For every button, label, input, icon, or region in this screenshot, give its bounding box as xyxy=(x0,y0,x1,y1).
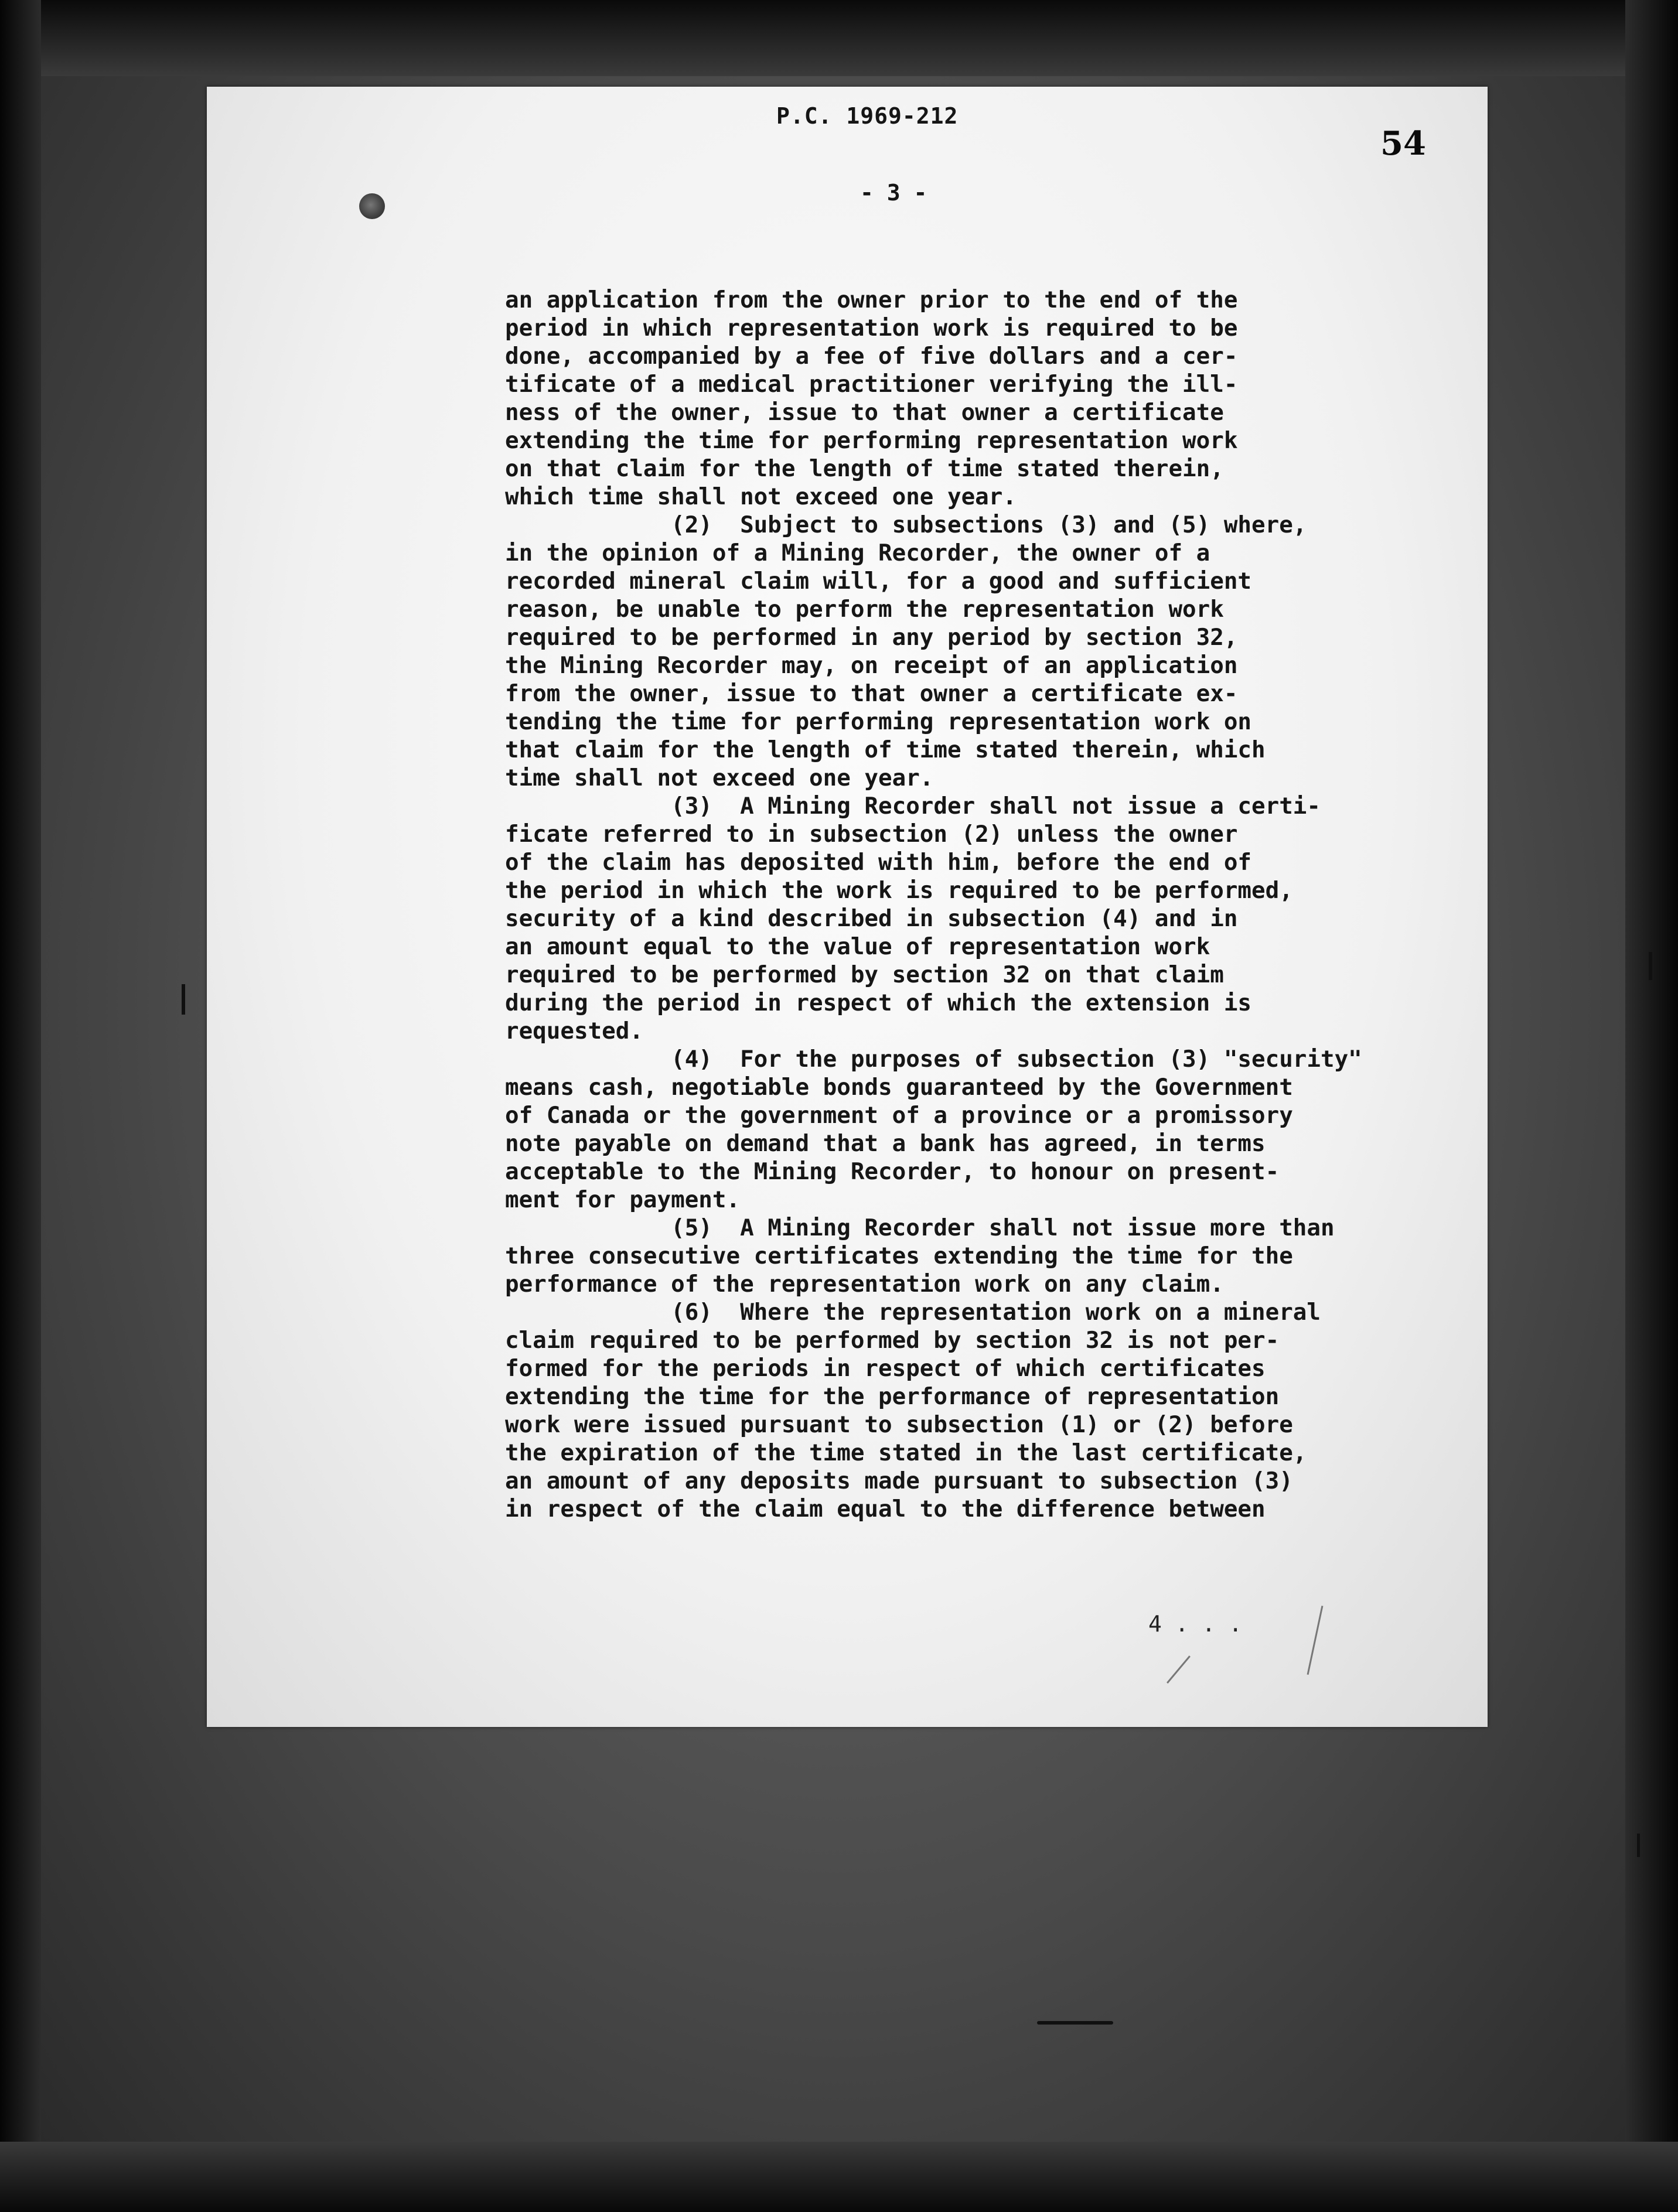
body-line: the period in which the work is required to be performed, xyxy=(505,878,1293,904)
body-line: from the owner, issue to that owner a certificate ex- xyxy=(505,681,1238,707)
body-line: means cash, negotiable bonds guaranteed by the Government xyxy=(505,1074,1293,1101)
page-sequence-number: - 3 - xyxy=(860,180,927,206)
punch-hole xyxy=(359,193,385,219)
document-reference: P.C. 1969-212 xyxy=(776,103,959,129)
body-line: time shall not exceed one year. xyxy=(505,765,934,791)
body-line: three consecutive certificates extending the time for the xyxy=(505,1243,1293,1269)
body-line: in respect of the claim equal to the difference between xyxy=(505,1496,1266,1523)
body-line: reason, be unable to perform the representation work xyxy=(505,596,1224,623)
film-border-right xyxy=(1625,0,1678,2212)
margin-mark-right-lower xyxy=(1637,1834,1640,1857)
body-line: tificate of a medical practitioner verifying the ill- xyxy=(505,371,1238,398)
film-border-top xyxy=(0,0,1678,76)
film-border-bottom xyxy=(0,2142,1678,2212)
body-line: tending the time for performing representation work on xyxy=(505,709,1252,735)
body-line: claim required to be performed by section 32 is not per- xyxy=(505,1327,1280,1354)
film-border-left xyxy=(0,0,41,2212)
body-line: ficate referred to in subsection (2) unless the owner xyxy=(505,821,1238,848)
body-line: acceptable to the Mining Recorder, to honour on present- xyxy=(505,1159,1280,1185)
margin-mark-left xyxy=(182,984,185,1015)
page-number: 54 xyxy=(1380,124,1426,163)
body-line: that claim for the length of time stated therein, which xyxy=(505,737,1266,763)
body-line: note payable on demand that a bank has agreed, in terms xyxy=(505,1131,1266,1157)
body-line: extending the time for performing representation work xyxy=(505,428,1238,454)
body-line: extending the time for the performance of representation xyxy=(505,1384,1280,1410)
body-line: an amount of any deposits made pursuant to subsection (3) xyxy=(505,1468,1293,1494)
body-line: in the opinion of a Mining Recorder, the owner of a xyxy=(505,540,1210,566)
body-line: security of a kind described in subsection (4) and in xyxy=(505,906,1238,932)
body-line: which time shall not exceed one year. xyxy=(505,484,1017,510)
body-line: on that claim for the length of time stated therein, xyxy=(505,456,1224,482)
body-line: ness of the owner, issue to that owner a certificate xyxy=(505,400,1224,426)
body-line: ment for payment. xyxy=(505,1187,741,1213)
body-line: an amount equal to the value of representation work xyxy=(505,934,1210,960)
body-line: required to be performed by section 32 on that claim xyxy=(505,962,1224,988)
body-line: work were issued pursuant to subsection (1) or (2) before xyxy=(505,1412,1293,1438)
body-line: the expiration of the time stated in the last certificate, xyxy=(505,1440,1307,1466)
body-line: (2) Subject to subsections (3) and (5) where, xyxy=(505,512,1307,538)
body-line: during the period in respect of which the extension is xyxy=(505,990,1252,1016)
body-line: (6) Where the representation work on a mineral xyxy=(505,1299,1321,1326)
bottom-dash-mark xyxy=(1037,2021,1113,2025)
body-line: of Canada or the government of a province or a promissory xyxy=(505,1102,1293,1129)
body-line: done, accompanied by a fee of five dollars and a cer- xyxy=(505,343,1238,370)
body-line: (5) A Mining Recorder shall not issue more than xyxy=(505,1215,1335,1241)
body-text xyxy=(505,286,1366,1524)
body-line: the Mining Recorder may, on receipt of an application xyxy=(505,653,1238,679)
body-line: formed for the periods in respect of which certificates xyxy=(505,1356,1266,1382)
body-line: required to be performed in any period by section 32, xyxy=(505,624,1238,651)
body-line: recorded mineral claim will, for a good and sufficient xyxy=(505,568,1252,595)
continuation-marker: 4 . . . xyxy=(1148,1611,1243,1637)
body-line: requested. xyxy=(505,1018,643,1044)
body-line: of the claim has deposited with him, before the end of xyxy=(505,849,1252,876)
body-line: (4) For the purposes of subsection (3) "security" xyxy=(505,1046,1362,1073)
body-line: an application from the owner prior to the end of the xyxy=(505,287,1238,313)
body-line: period in which representation work is required to be xyxy=(505,315,1238,342)
body-line: (3) A Mining Recorder shall not issue a certi- xyxy=(505,793,1321,820)
body-line: performance of the representation work on any claim. xyxy=(505,1271,1224,1298)
margin-mark-right xyxy=(1649,952,1652,980)
